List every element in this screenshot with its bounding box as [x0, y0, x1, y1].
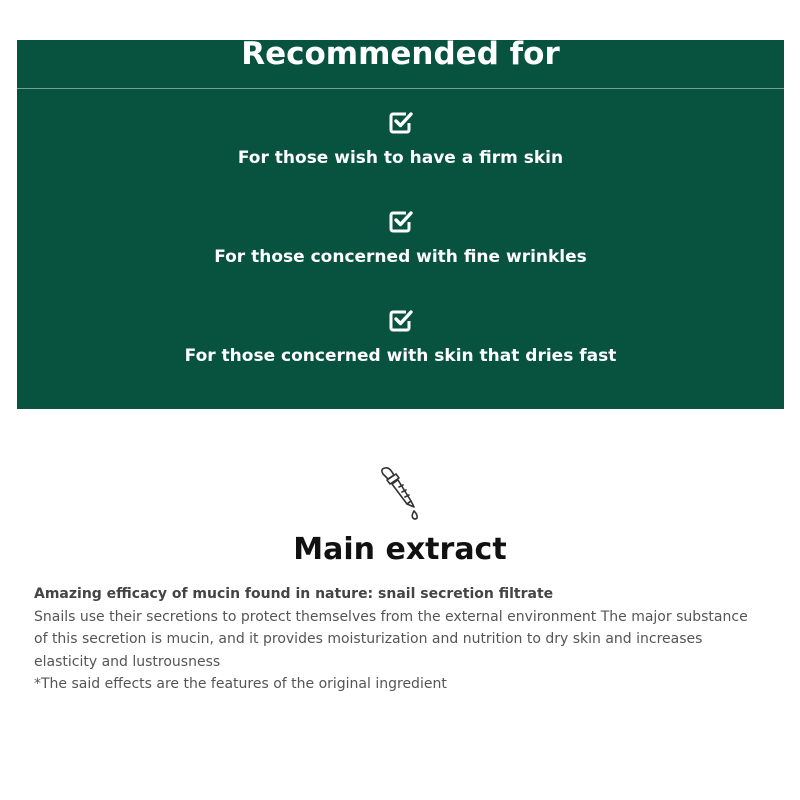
recommended-item-label: For those concerned with skin that dries fast	[184, 346, 617, 366]
extract-description: Snails use their secretions to protect themselves from the external environment The major substance of this secretion is mucin, and it provides moisturization and nutrition to dry skin and increases elasticity and lustrousness	[34, 608, 748, 670]
recommended-title: Recommended for	[241, 36, 560, 72]
recommended-item	[17, 306, 784, 366]
main-extract-title: Main extract	[293, 532, 507, 567]
recommended-item	[17, 207, 784, 267]
recommended-panel	[17, 36, 784, 409]
recommended-item	[17, 108, 784, 168]
checkbox-checked-icon	[387, 306, 415, 334]
extract-body	[34, 583, 764, 696]
checkbox-checked-icon	[387, 108, 415, 136]
recommended-item-label: For those wish to have a firm skin	[237, 148, 564, 168]
dropper-icon	[377, 465, 425, 521]
extract-note: *The said effects are the features of the original ingredient	[34, 676, 447, 692]
extract-subtitle: Amazing efficacy of mucin found in nature: snail secretion filtrate	[34, 586, 554, 602]
checkbox-checked-icon	[387, 207, 415, 235]
recommended-item-label: For those concerned with fine wrinkles	[214, 247, 587, 267]
panel-divider	[17, 88, 784, 89]
